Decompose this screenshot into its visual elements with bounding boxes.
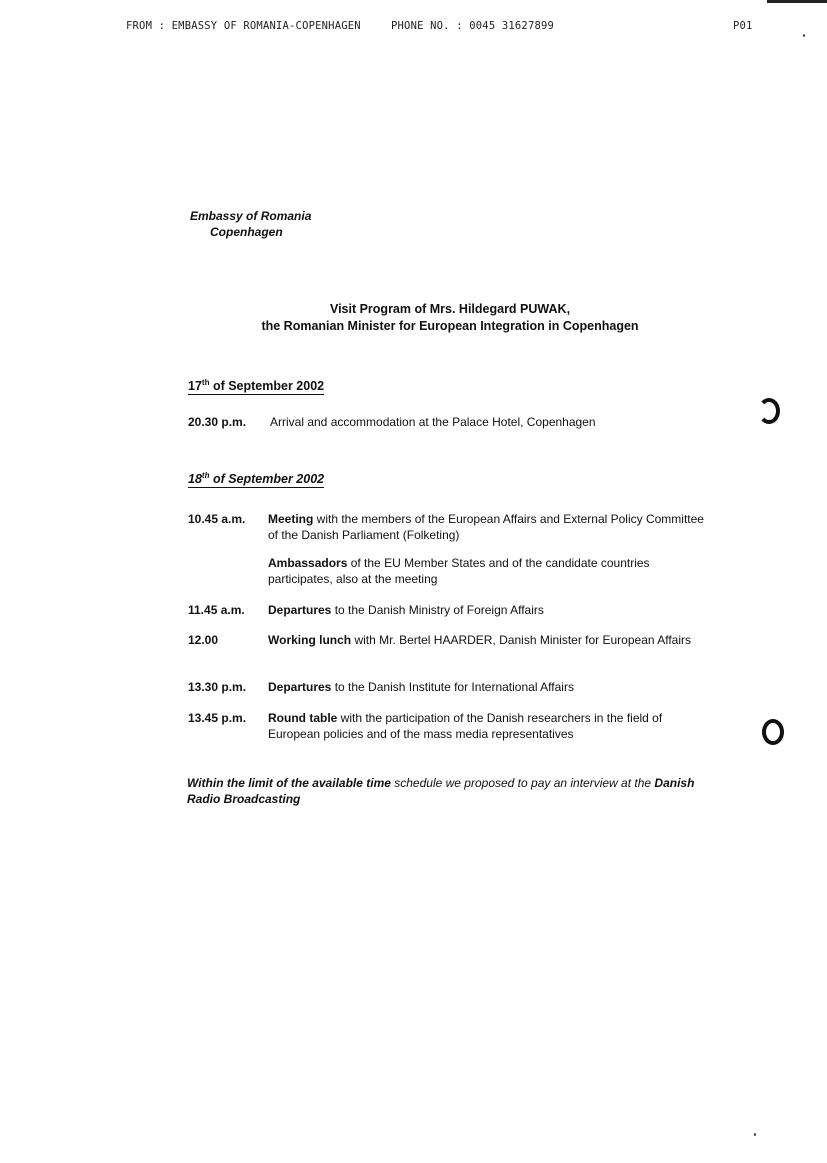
entry-text: to the Danish Ministry of Foreign Affairs (331, 603, 544, 617)
note-bold-end: Danish Radio Broadcasting (187, 776, 695, 806)
schedule-entry (188, 632, 708, 648)
sender-org: Embassy of Romania (190, 209, 312, 223)
entry-description (268, 710, 708, 742)
entry-time: 12.00 (188, 633, 219, 647)
day-month-year: of September 2002 (209, 472, 325, 487)
scan-edge-mark (767, 0, 827, 3)
entry-time: 13.45 p.m. (188, 711, 247, 725)
entry-text: Arrival and accommodation at the Palace Hotel, Copenhagen (270, 415, 596, 429)
sender-block (190, 208, 311, 240)
day-heading (188, 378, 324, 395)
schedule-entry (188, 555, 708, 587)
document-title (180, 301, 720, 335)
fax-header (0, 20, 827, 36)
day-heading (188, 471, 324, 488)
entry-lead: Working lunch (268, 633, 352, 647)
day-suffix: th (201, 378, 210, 387)
schedule-entry (188, 511, 708, 543)
day-suffix: th (201, 471, 210, 480)
schedule-entry (188, 710, 708, 742)
fax-from: FROM : EMBASSY OF ROMANIA-COPENHAGEN (126, 20, 361, 32)
entry-description (268, 679, 708, 695)
entry-lead: Meeting (268, 512, 314, 526)
entry-text: to the Danish Institute for International Affairs (331, 680, 574, 694)
entry-text: with Mr. Bertel HAARDER, Danish Minister for European Affairs (351, 633, 692, 647)
scan-speck (754, 1133, 756, 1136)
entry-lead: Departures (268, 680, 332, 694)
closing-note (187, 775, 707, 807)
fax-page-number: P01 (733, 20, 753, 32)
entry-time: 10.45 a.m. (188, 512, 246, 526)
entry-lead: Departures (268, 603, 332, 617)
day-number: 17 (188, 379, 202, 394)
title-line-2: the Romanian Minister for European Integration in Copenhagen (261, 319, 639, 333)
schedule-entry (188, 414, 708, 430)
entry-time: 11.45 a.m. (188, 603, 245, 617)
entry-text: with the members of the European Affairs and External Policy Committee of the Danish Parliament (Folketing) (268, 512, 704, 542)
entry-description (268, 602, 708, 618)
entry-lead: Ambassadors (268, 556, 348, 570)
day-number: 18 (188, 472, 202, 487)
schedule-entry (188, 679, 708, 695)
sender-city: Copenhagen (210, 225, 283, 239)
schedule-entry (188, 602, 708, 618)
entry-description (268, 511, 708, 543)
punch-hole-mark (758, 398, 780, 424)
note-light: schedule we proposed to pay an interview at the (390, 776, 655, 790)
entry-description (268, 555, 708, 587)
fax-phone: PHONE NO. : 0045 31627899 (391, 20, 555, 32)
entry-text: of the EU Member States and of the candidate countries participates, also at the meeting (268, 556, 650, 586)
entry-description (268, 632, 708, 648)
day-month-year: of September 2002 (209, 379, 325, 394)
title-line-1: Visit Program of Mrs. Hildegard PUWAK, (329, 302, 571, 316)
entry-text: with the participation of the Danish researchers in the field of European policies and of the mass media representatives (268, 711, 663, 741)
entry-time: 13.30 p.m. (188, 680, 247, 694)
punch-hole-mark (762, 719, 784, 745)
note-bold-start: Within the limit of the available time (187, 776, 391, 790)
entry-time: 20.30 p.m. (188, 415, 247, 429)
entry-description (270, 414, 708, 430)
entry-lead: Round table (268, 711, 338, 725)
